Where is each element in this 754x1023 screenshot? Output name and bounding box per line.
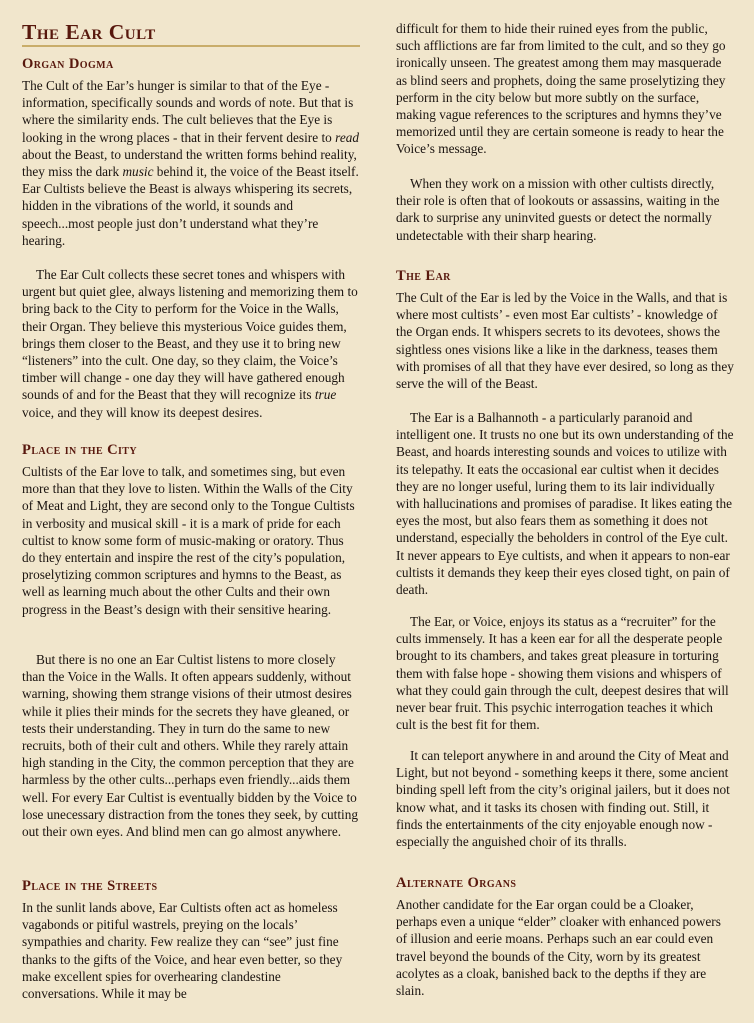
organ-dogma-paragraph-2: The Ear Cult collects these secret tones and whispers with urgent but quiet glee, always listening and memorizing them to bring back to the City to perform for the Voice in the Walls, their Organ. They believe this mysterious Voice guides them, brings them closer to the Beast, and they use it to bring new “listeners” into the cult. One day, so they claim, the Voice’s timber will change - one day they will have gathered enough sounds of and for the Beast that they will recognize its true voice, and they will know its deepest desires. [22,267,358,420]
heading-place-in-city: Place in the City [22,442,137,458]
the-ear-paragraph-4: It can teleport anywhere in and around the City of Meat and Light, but not beyond - something keeps it there, some ancient binding spell left from the city’s original jailers, but it does not know what, and it tasks its chosen with finding out. Still, it finds the entertainments of the city enjoyable enough now - especially the anguished choir of its thralls. [396,748,730,850]
place-in-city-paragraph-2: But there is no one an Ear Cultist listens to more closely than the Voice in the Walls. It often appears suddenly, without warning, showing them strange visions of their utmost desires while it plies their minds for the secrets they have gleaned, or tests their understanding. They in turn do the same to new recruits, both of their cult and others. While they rarely attain high standing in the City, the common perception that they are harmless by the other cults...perhaps even friendly...aids them well. For every Ear Cultist is eventually bidden by the Voice to lose unecessary distraction from the tones they seek, by cutting out their own eyes. And blind men can go almost anywhere. [22,652,359,840]
place-in-streets-paragraph-2: When they work on a mission with other cultists directly, their role is often that of lookouts or assassins, waiting in the dark to surprise any uninvited guests or detect the normally undetectable with their sharp hearing. [396,176,720,243]
place-in-streets-paragraph-1a: In the sunlit lands above, Ear Cultists often act as homeless vagabonds or pitiful wastrels, preying on the locals’ sympathies and charity. Few realize they can “see” just fine thanks to the gifts of the Voice, and hear even better, so they make excellent spies for overhearing clandestine conversations. While it may be [22,900,343,1002]
place-in-city-paragraph-1: Cultists of the Ear love to talk, and sometimes sing, but even more than that they love to listen. Within the Walls of the City of Meat and Light, they are second only to the Tongue Cultists in verbosity and musical skill - it is a mark of pride for each cultist to know some form of music-making or oratory. Thus do they entertain and inspire the rest of the city’s population, proselytizing common scriptures and hymns to the Beast, as well as learning much about the other Cults and their own progress in the Beast’s design with their sensitive hearing. [22,464,355,617]
alternate-organs-paragraph-1: Another candidate for the Ear organ could be a Cloaker, perhaps even a unique “elder” cloaker with enhanced powers of illusion and eerie moans. Perhaps such an ear could even travel beyond the bounds of the City, worn by its greatest acolytes as a cloak, banished back to the depths if they are slain. [396,897,721,999]
the-ear-paragraph-2: The Ear is a Balhannoth - a particularly paranoid and intelligent one. It trusts no one but its own understanding of the Beast, and hoards interesting sounds and voices to utilize with its telepathy. It eats the occasional ear cultist when it decides they are no longer useful, luring them to its lair individually with hallucinations and promises of paradise. It likes eating the eyes the most, but also fears them as something it does not understand, especially the beholders in control of the Eye cult. It never appears to Eye cultists, and when it appears to non-ear cultists it demands they keep their eyes closed tight, on pain of death. [396,410,734,598]
page-title: The Ear Cult [22,20,156,44]
heading-place-in-streets: Place in the Streets [22,878,158,894]
the-ear-paragraph-3: The Ear, or Voice, enjoys its status as a “recruiter” for the cults immensely. It has a keen ear for all the desperate people brought to its chambers, and takes great pleasure in torturing them with false hope - showing them visions and whispers of what they could gain through the cult, deepest desires that will never bear fruit. This psychic interrogation teaches it which cult is the best fit for them. [396,614,729,733]
heading-organ-dogma: Organ Dogma [22,56,114,72]
organ-dogma-paragraph-1: The Cult of the Ear’s hunger is similar to that of the Eye - information, specifically sounds and words of note. But that is where the similarity ends. The cult believes that the Eye is looking in the wrong places - that in their fervent desire to read about the Beast, to understand the written forms behind reality, they miss the dark music behind it, the voice of the Beast itself. Ear Cultists believe the Beast is always whispering its secrets, hidden in the vibrations of the world, it sounds and speech...most people just don’t understand what they’re hearing. [22,78,360,248]
heading-alternate-organs: Alternate Organs [396,875,517,891]
title-divider [22,45,360,47]
place-in-streets-paragraph-1b: difficult for them to hide their ruined eyes from the public, such afflictions are far from limited to the cult, and so they go ironically unseen. The greatest among them may masquerade as blind seers and prophets, doing the same proselytizing they perform in the city below but more subtly on the surface, making vague references to the scriptures and hymns they’ve memorized until they are certain someone is ready to hear the Voice’s message. [396,21,726,157]
heading-the-ear: The Ear [396,268,451,284]
the-ear-paragraph-1: The Cult of the Ear is led by the Voice in the Walls, and that is where most cultists’ - even most Ear cultists’ - knowledge of the Organ ends. It whispers secrets to its devotees, shows the sightless ones visions like a like in the darkness, teases them with promises of all that they have ever desired, so long as they serve the will of the Beast. [396,290,734,392]
